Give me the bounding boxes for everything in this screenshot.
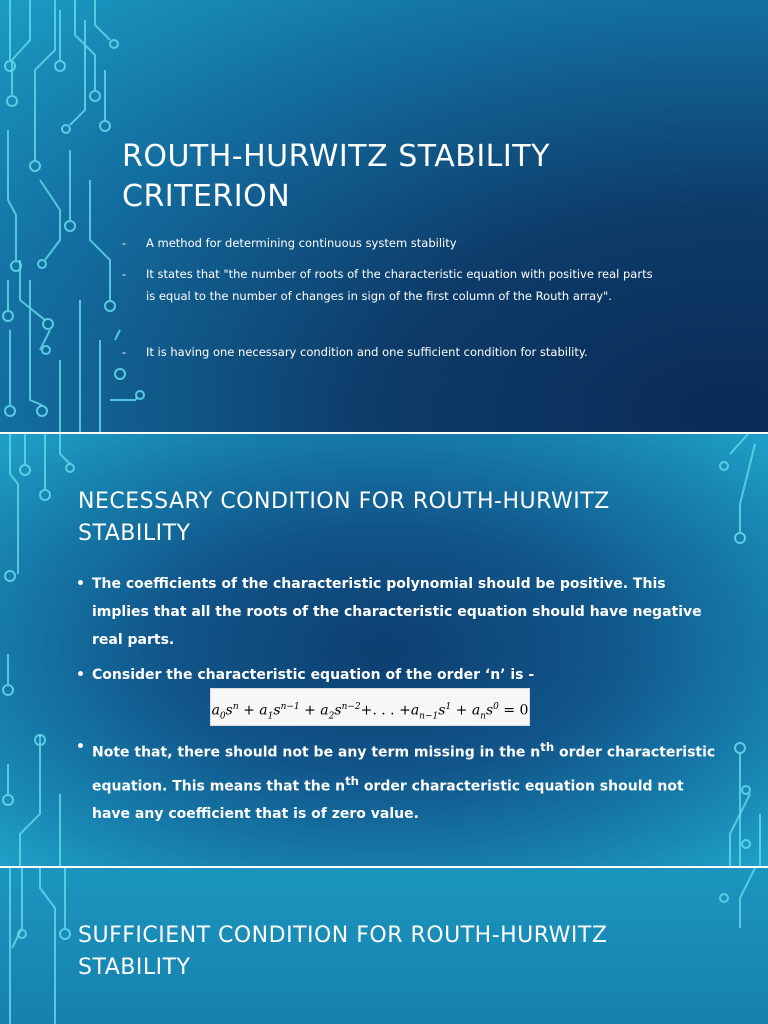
bullet-item (76, 661, 716, 689)
bullet-item (76, 733, 716, 828)
bullet-marker: • (76, 576, 85, 592)
bullet-item (122, 232, 662, 254)
bullet-item (76, 570, 716, 654)
bullet-text: The coefficients of the characteristic polynomial should be positive. This implies that all the roots of the characteristic equation should have negative real parts. (92, 576, 702, 648)
bullet-text: It states that "the number of roots of the characteristic equation with positive real parts is equal to the number of changes in sign of the first column of the Routh array". (146, 267, 653, 303)
bullet-text: It is having one necessary condition and one sufficient condition for stability. (146, 345, 588, 359)
bullet-text: Note that, there should not be any term missing in the $n^{th}$ order characteristic equation. This means that the $n^{th}$ order characteristic equation should not have any coefficient that is of zero value. (92, 740, 716, 823)
slide-title: ROUTH-HURWITZ STABILITY CRITERION (122, 139, 550, 214)
bullet-text: Consider the characteristic equation of the order ‘n’ is - (92, 667, 535, 683)
slide-title: SUFFICIENT CONDITION FOR ROUTH-HURWITZ STABILITY (78, 923, 608, 980)
bullet-item (122, 263, 662, 307)
bullet-marker: - (122, 345, 127, 359)
slide-1 (0, 0, 768, 432)
slide-title: NECESSARY CONDITION FOR ROUTH-HURWITZ STABILITY (78, 489, 610, 546)
bullet-marker: - (122, 267, 127, 281)
bullet-marker: • (76, 667, 85, 683)
bullet-marker: • (76, 739, 85, 755)
bullet-item (122, 341, 662, 363)
bullet-text: A method for determining continuous system stability (146, 236, 457, 250)
bullet-marker: - (122, 236, 127, 250)
characteristic-equation: $a_0s^n + a_1s^{n-1} + a_2s^{n-2}+$. . . $+a_{n-1}s^1 + a_ns^0 = 0$ (210, 688, 530, 726)
